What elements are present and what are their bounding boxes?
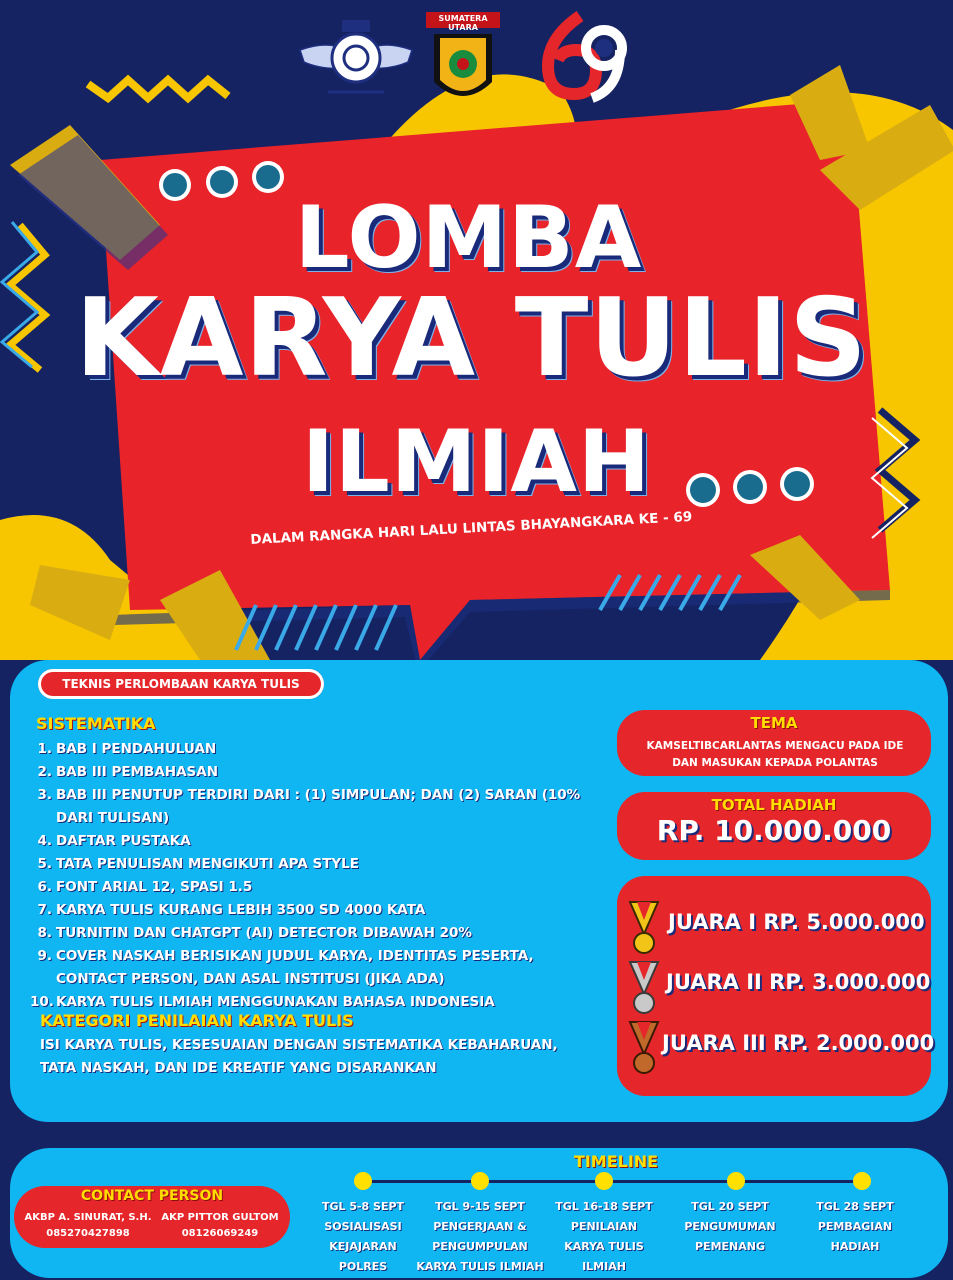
timeline-dot [727,1172,745,1190]
list-item: 6. FONT ARIAL 12, SPASI 1.5 [37,879,253,895]
timeline-dot [595,1172,613,1190]
event-subtitle: DALAM RANGKA HARI LALU LINTAS BHAYANGKARA KE - 69 [250,508,693,548]
kategori-heading: KATEGORI PENILAIAN KARYA TULIS [40,1011,354,1030]
timeline-dot [853,1172,871,1190]
list-item: 4. DAFTAR PUSTAKA [37,833,191,849]
kategori-text: ISI KARYA TULIS, KESESUAIAN DENGAN SISTEMATIKA KEBAHARUAN, TATA NASKAH, DAN IDE KREATIF YANG DISARANKAN [40,1037,558,1076]
timeline-item-2: TGL 9-15 SEPT PENGERJAAN & PENGUMPULAN KARYA TULIS ILMIAH [416,1200,544,1273]
bronze-medal-icon [627,1020,661,1076]
technical-pill: TEKNIS PERLOMBAAN KARYA TULIS [38,669,324,699]
title-ilmiah: ILMIAH [302,412,651,512]
total-hadiah-label: TOTAL HADIAH [711,796,837,814]
police-badge-text: SUMATERA UTARA [438,14,488,32]
juara-2-text: JUARA II RP. 3.000.000 [666,970,931,994]
timeline-item-4: TGL 20 SEPT PENGUMUMAN PEMENANG [684,1200,776,1253]
timeline-dot [471,1172,489,1190]
contact-name: AKP PITTOR GULTOM [161,1212,279,1223]
contact-person-1 [20,1210,156,1242]
contact-phone[interactable]: 08126069249 [181,1228,259,1239]
list-item: 2. BAB III PEMBAHASAN [37,764,218,780]
timeline-dot [354,1172,372,1190]
juara-1-text: JUARA I RP. 5.000.000 [668,910,925,934]
anniversary-69-logo [540,8,630,104]
traffic-police-logo [298,10,414,106]
police-badge-logo [424,12,502,112]
timeline-label: TIMELINE [573,1152,659,1171]
timeline-item-1: TGL 5-8 SEPT SOSIALISASI KEJAJARAN POLRES [321,1200,405,1273]
contact-name: AKBP A. SINURAT, S.H. [24,1212,152,1223]
silver-medal-icon [627,960,661,1016]
title-lomba: LOMBA [294,188,643,288]
list-item: 7. KARYA TULIS KURANG LEBIH 3500 SD 4000 KATA [37,902,426,918]
list-item: 10. KARYA TULIS ILMIAH MENGGUNAKAN BAHASA INDONESIA [30,994,495,1010]
total-hadiah-amount: RP. 10.000.000 [656,814,892,847]
gold-medal-icon [627,900,661,956]
timeline-item-5: TGL 28 SEPT PEMBAGIAN HADIAH [816,1200,894,1253]
tema-label: TEMA [750,714,798,732]
list-item: 1. BAB I PENDAHULUAN [37,741,217,757]
list-item: 9. COVER NASKAH BERISIKAN JUDUL KARYA, IDENTITAS PESERTA, CONTACT PERSON, DAN ASAL INSTITUSI (JIKA ADA) [37,948,534,987]
contact-phone[interactable]: 085270427898 [46,1228,130,1239]
timeline-item-3: TGL 16-18 SEPT PENILAIAN KARYA TULIS ILMIAH [555,1200,653,1273]
list-item: 3. BAB III PENUTUP TERDIRI DARI : (1) SIMPULAN; DAN (2) SARAN (10% DARI TULISAN) [37,787,581,826]
juara-3-text: JUARA III RP. 2.000.000 [662,1031,935,1055]
title-karya-tulis: KARYA TULIS [75,276,868,401]
contact-label: CONTACT PERSON [80,1188,224,1204]
sistematika-heading: SISTEMATIKA [36,714,156,733]
contact-person-2 [152,1210,288,1242]
sistematika-list [30,738,590,1014]
list-item: 8. TURNITIN DAN CHATGPT (AI) DETECTOR DIBAWAH 20% [37,925,472,941]
list-item: 5. TATA PENULISAN MENGIKUTI APA STYLE [37,856,359,872]
tema-text: KAMSELTIBCARLANTAS MENGACU PADA IDE DAN MASUKAN KEPADA POLANTAS [646,740,904,769]
